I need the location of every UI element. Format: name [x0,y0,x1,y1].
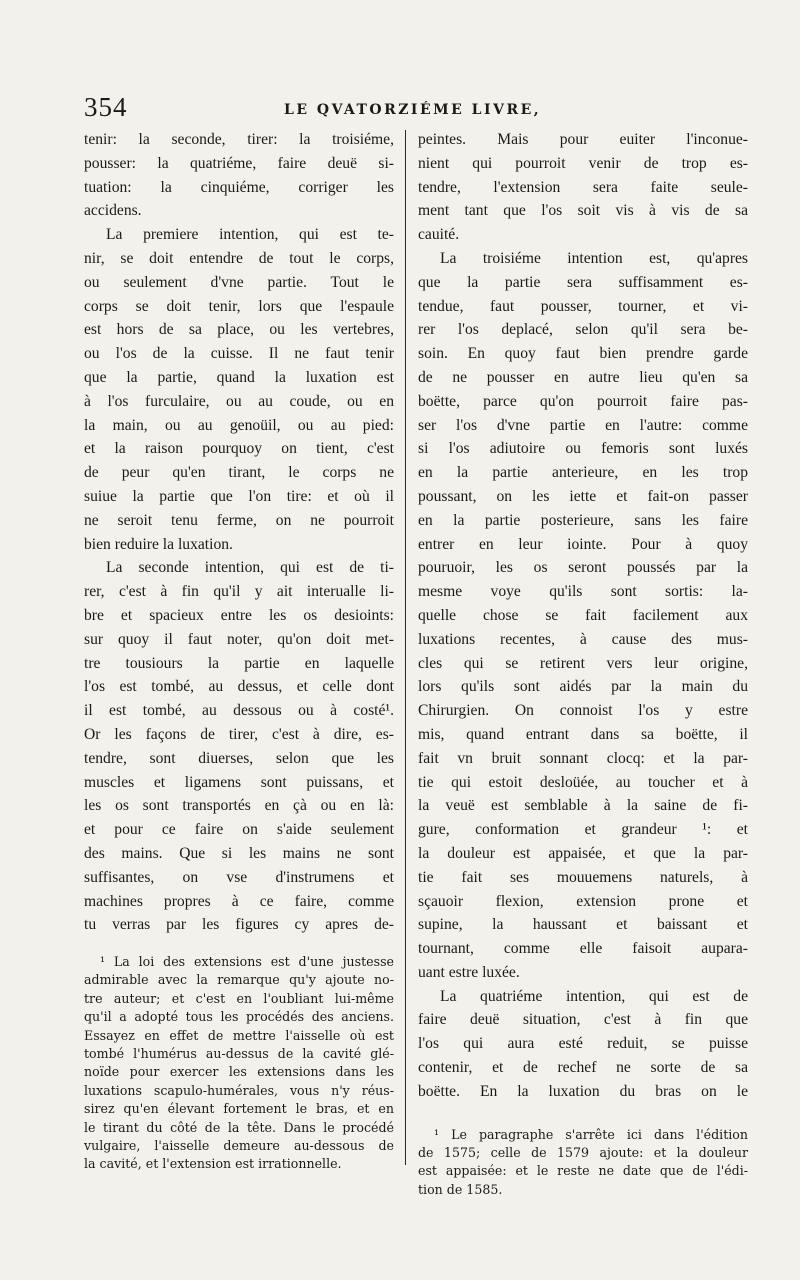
text-line: tenir: la seconde, tirer: la troisiéme, [84,131,394,148]
running-head [84,92,744,128]
text-line: que la partie, quand la luxation est [84,368,394,386]
text-line: muscles et ligamens sont puissans, et [84,773,394,791]
text-line: ment tant que l'os soit vis à vis de sa [418,202,748,220]
text-line: si l'os adiutoire ou femoris sont luxés [418,440,748,458]
left-column-body [84,128,394,937]
column-divider [405,130,406,1165]
text-line: pousser: la quatriéme, faire deuë si- [84,154,394,172]
running-title: LE QVATORZIÉME LIVRE, [284,102,542,118]
text-line: bien reduire la luxation. [84,535,233,553]
text-line: cauité. [418,226,460,244]
text-line: nient qui pourroit venir de trop es- [418,154,748,172]
text-line: et pour ce faire on s'aide seulement [84,821,394,839]
text-line: ser l'os d'vne partie en l'autre: comme [418,416,748,434]
text-line: tu verras par les figures cy apres de- [84,916,394,934]
text-line: il est tombé, au dessous ou à costé¹. [84,702,394,720]
footnote-line: Essayez en effet de mettre l'aisselle où est [84,1027,394,1043]
text-line: la veuë est semblable à la saine de fi- [418,797,748,815]
text-line: tie qui estoit desloüée, au toucher et à [418,773,748,791]
right-column-body [418,128,748,1104]
text-line: mis, quand entrant dans sa boëtte, il [418,725,748,743]
text-line: suiue la partie que l'on tire: et où il [84,487,394,505]
text-line: La seconde intention, qui est de ti- [106,559,394,577]
text-line: la douleur est appaisée, et que la par- [418,844,748,862]
text-line: la main, ou au genoüil, ou au pied: [84,416,394,434]
text-line: rer, c'est à fin qu'il y ait interualle li- [84,583,394,601]
right-column-footnote [418,1126,748,1200]
text-line: La troisiéme intention est, qu'apres [440,249,748,267]
right-column [418,128,748,1199]
text-line: mesme voye qu'ils sont sortis: la- [418,583,748,601]
text-line: les os sont transportés en çà ou en là: [84,797,394,815]
text-line: sçauoir flexion, extension prone et [418,892,748,910]
text-line: tie fait ses mouuemens naturels, à [418,868,748,886]
footnote-line: de 1575; celle de 1579 ajoute: et la douleur [418,1145,748,1161]
footnote-line: vulgaire, l'aisselle demeure au-dessous de [84,1138,394,1153]
text-line: peintes. Mais pour euiter l'inconue- [418,131,748,148]
footnote-line: admirable avec la remarque qu'y ajoute no- [84,972,394,988]
text-line: en la partie posterieure, sans les faire [418,511,748,529]
text-line: Chirurgien. On connoist l'os y estre [418,702,748,720]
text-line: luxations recentes, à cause des mus- [418,630,748,648]
text-line: de peur qu'en tirant, le corps ne [84,464,394,482]
footnote-line: tombé l'humérus au-dessus de la cavité glé- [84,1046,394,1062]
footnote-line: ¹ La loi des extensions est d'une justesse [100,954,394,970]
text-line: pouruoir, les os seront poussés par la [418,559,748,577]
text-line: ou seulement d'vne partie. Tout le [84,273,394,291]
left-column-footnote [84,953,394,1174]
text-line: La quatriéme intention, qui est de [440,987,748,1005]
footnote-line: ¹ Le paragraphe s'arrête ici dans l'édition [434,1126,748,1142]
text-line: sur quoy il faut noter, qu'on doit met- [84,630,394,648]
text-line: tendre, l'extension sera faite seule- [418,178,748,196]
text-line: faire deuë situation, c'est à fin que [418,1011,748,1029]
text-line: cles qui se retirent vers leur origine, [418,654,748,672]
text-line: de ne pousser en autre lieu qu'en sa [418,368,748,386]
text-line: corps se doit tenir, lors que l'espaule [84,297,394,315]
text-line: ou l'os de la cuisse. Il ne faut tenir [84,345,394,363]
text-line: bre et spacieux entre les os desioints: [84,606,394,624]
text-line: La premiere intention, qui est te- [106,226,394,244]
page-number: 354 [84,92,128,122]
text-line: tendre, sont diuerses, selon que les [84,749,394,767]
text-line: accidens. [84,202,142,220]
footnote-line: tre auteur; et c'est en l'oubliant lui-même [84,990,394,1006]
text-line: en la partie anterieure, en les trop [418,464,748,482]
footnote-line: sirez qu'en élevant fortement le bras, et en [84,1101,394,1117]
text-line: tre tousiours la partie en laquelle [84,654,394,672]
text-line: poussant, on les iette et fait-on passer [418,487,748,505]
text-line: fait vn bruit sonnant clocq: et la par- [418,749,748,767]
text-line: supine, la haussant et baissant et [418,916,748,934]
footnote-line: tion de 1585. [418,1181,503,1197]
footnote-line: qu'il a adopté tous les procédés des anciens. [84,1009,394,1025]
text-line: contenir, et de rechef ne sorte de sa [418,1059,748,1077]
text-line: gure, conformation et grandeur ¹: et [418,821,748,839]
text-line: lors qu'ils sont aidés par la main du [418,678,748,696]
text-line: nir, se doit entendre de tout le corps, [84,249,394,267]
footnote-line: le tirant du côté de la tête. Dans le procédé [84,1119,394,1135]
text-line: l'os qui aura esté reduit, se puisse [418,1035,748,1053]
text-line: rer l'os deplacé, selon qu'il sera be- [418,321,748,339]
text-line: l'os est tombé, au dessus, et celle dont [84,678,394,696]
text-line: boëtte. En la luxation du bras on le [418,1082,748,1100]
text-line: boëtte, parce qu'on pourroit faire pas- [418,392,748,410]
text-line: tuation: la cinquiéme, corriger les [84,178,394,196]
footnote-line: la cavité, et l'extension est irrationnelle. [84,1156,342,1172]
text-line: suffisantes, on vse d'instrumens et [84,868,394,886]
text-line: soin. En quoy faut bien prendre garde [418,345,748,363]
text-line: Or les façons de tirer, c'est à dire, es- [84,725,394,743]
text-line: des mains. Que si les mains ne sont [84,844,394,862]
footnote-line: est appaisée: et le reste ne date que de l'édi- [418,1163,748,1179]
text-line: tendue, faut pousser, tourner, et vi- [418,297,748,315]
footnote-line: noïde pour exercer les extensions dans les [84,1064,394,1080]
text-line: uant estre luxée. [418,963,520,981]
text-line: que la partie sera suffisamment es- [418,273,748,291]
text-line: à l'os furculaire, ou au coude, ou en [84,392,394,410]
footnote-line: luxations scapulo-humérales, vous n'y réus- [84,1082,394,1098]
text-line: ne seroit tenu ferme, on ne pourroit [84,511,394,529]
text-line: est hors de sa place, ou les vertebres, [84,321,394,339]
left-column [84,128,394,1174]
text-line: et la raison pourquoy on tient, c'est [84,440,394,458]
text-line: tournant, comme elle faisoit aupara- [418,940,748,958]
text-line: entrer en leur iointe. Pour à quoy [418,535,748,553]
text-line: quelle chose se fait facilement aux [418,606,748,624]
text-line: machines propres à ce faire, comme [84,892,394,910]
